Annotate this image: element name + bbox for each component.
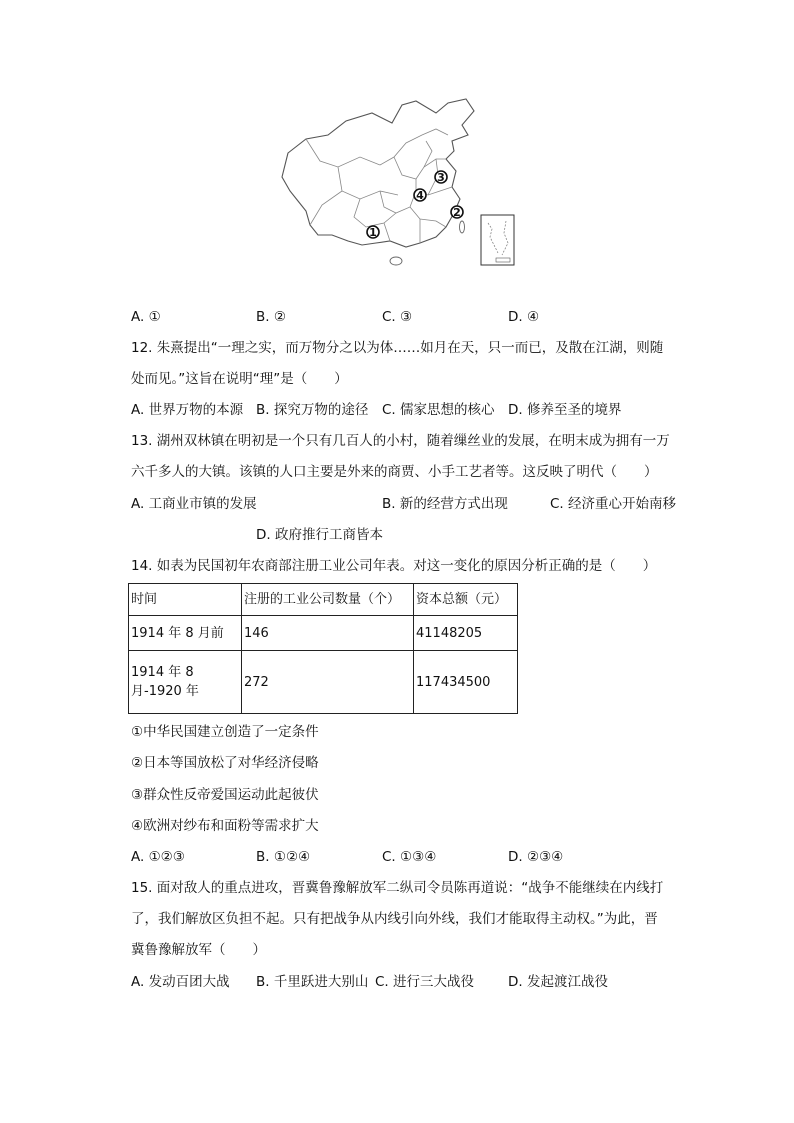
q12-option-a[interactable]: A. 世界万物的本源 [131, 402, 244, 418]
q14-table [128, 583, 518, 714]
q15-option-c[interactable]: C. 进行三大战役 [375, 974, 475, 990]
q11-options [131, 307, 691, 327]
q11-option-c[interactable]: C. ③ [382, 309, 413, 325]
table-cell: 41148205 [414, 616, 518, 651]
table-cell: 1914 年 8 月-1920 年 [129, 651, 242, 714]
q13-option-b[interactable]: B. 新的经营方式出现 [382, 496, 508, 512]
table-row [129, 616, 518, 651]
q15-options [131, 972, 691, 992]
q15-stem-line3: 冀鲁豫解放军（ ） [131, 942, 266, 958]
q12-stem-line1: 12. 朱熹提出“一理之实，而万物分之以为体……如月在天，只一而已，及散在江湖，则随 [131, 340, 664, 356]
table-cell: 117434500 [414, 651, 518, 714]
q14-statement-2: ②日本等国放松了对华经济侵略 [131, 755, 319, 771]
q12-option-c[interactable]: C. 儒家思想的核心 [382, 402, 495, 418]
q15-option-d[interactable]: D. 发起渡江战役 [508, 974, 608, 990]
table-header-time: 时间 [129, 584, 242, 616]
marker-3 [435, 171, 447, 184]
q14-option-d[interactable]: D. ②③④ [508, 849, 564, 865]
q11-option-b[interactable]: B. ② [256, 309, 286, 325]
q15-option-b[interactable]: B. 千里跃进大别山 [256, 974, 369, 990]
q14-option-c[interactable]: C. ①③④ [382, 849, 437, 865]
q15-option-a[interactable]: A. 发动百团大战 [131, 974, 230, 990]
table-cell: 146 [242, 616, 414, 651]
q12-option-b[interactable]: B. 探究万物的途径 [256, 402, 369, 418]
q13-option-a[interactable]: A. 工商业市镇的发展 [131, 496, 257, 512]
svg-text:2: 2 [453, 206, 461, 219]
table-cell: 272 [242, 651, 414, 714]
q14-options [131, 847, 691, 867]
q11-option-d[interactable]: D. ④ [508, 309, 540, 325]
table-row [129, 651, 518, 714]
q11-option-a[interactable]: A. ① [131, 309, 161, 325]
q13-option-d[interactable]: D. 政府推行工商皆本 [256, 527, 383, 543]
q14-statement-1: ①中华民国建立创造了一定条件 [131, 724, 319, 740]
marker-1 [367, 226, 379, 239]
svg-text:1: 1 [369, 226, 377, 239]
china-map-figure [276, 95, 522, 273]
q14-statement-3: ③群众性反帝爱国运动此起彼伏 [131, 787, 319, 803]
q14-stem: 14. 如表为民国初年农商部注册工业公司年表。对这一变化的原因分析正确的是（ ） [131, 558, 657, 574]
q15-stem-line2: 了，我们解放区负担不起。只有把战争从内线引向外线，我们才能取得主动权。”为此，晋 [131, 911, 658, 927]
south-china-sea-inset [481, 215, 514, 265]
table-header-count: 注册的工业公司数量（个） [242, 584, 414, 616]
q12-option-d[interactable]: D. 修养至圣的境界 [508, 402, 622, 418]
q14-option-b[interactable]: B. ①②④ [256, 849, 311, 865]
svg-text:3: 3 [437, 171, 445, 184]
q13-options-row2 [131, 525, 691, 545]
table-header-capital: 资本总额（元） [414, 584, 518, 616]
q13-stem-line1: 13. 湖州双林镇在明初是一个只有几百人的小村，随着缫丝业的发展，在明末成为拥有一万 [131, 433, 670, 449]
marker-4 [414, 189, 426, 202]
q13-options-row1 [131, 494, 691, 514]
q12-options [131, 400, 691, 420]
q14-statement-4: ④欧洲对纱布和面粉等需求扩大 [131, 818, 319, 834]
table-cell: 1914 年 8 月前 [129, 616, 242, 651]
q14-option-a[interactable]: A. ①②③ [131, 849, 185, 865]
svg-text:4: 4 [416, 189, 424, 202]
q13-option-c[interactable]: C. 经济重心开始南移 [550, 496, 677, 512]
q13-stem-line2: 六千多人的大镇。该镇的人口主要是外来的商贾、小手工艺者等。这反映了明代（ ） [131, 464, 658, 480]
marker-2 [451, 206, 463, 219]
q15-stem-line1: 15. 面对敌人的重点进攻，晋冀鲁豫解放军二纵司令员陈再道说：“战争不能继续在内线打 [131, 880, 664, 896]
q12-stem-line2: 处而见。”这旨在说明“理”是（ ） [131, 371, 348, 387]
